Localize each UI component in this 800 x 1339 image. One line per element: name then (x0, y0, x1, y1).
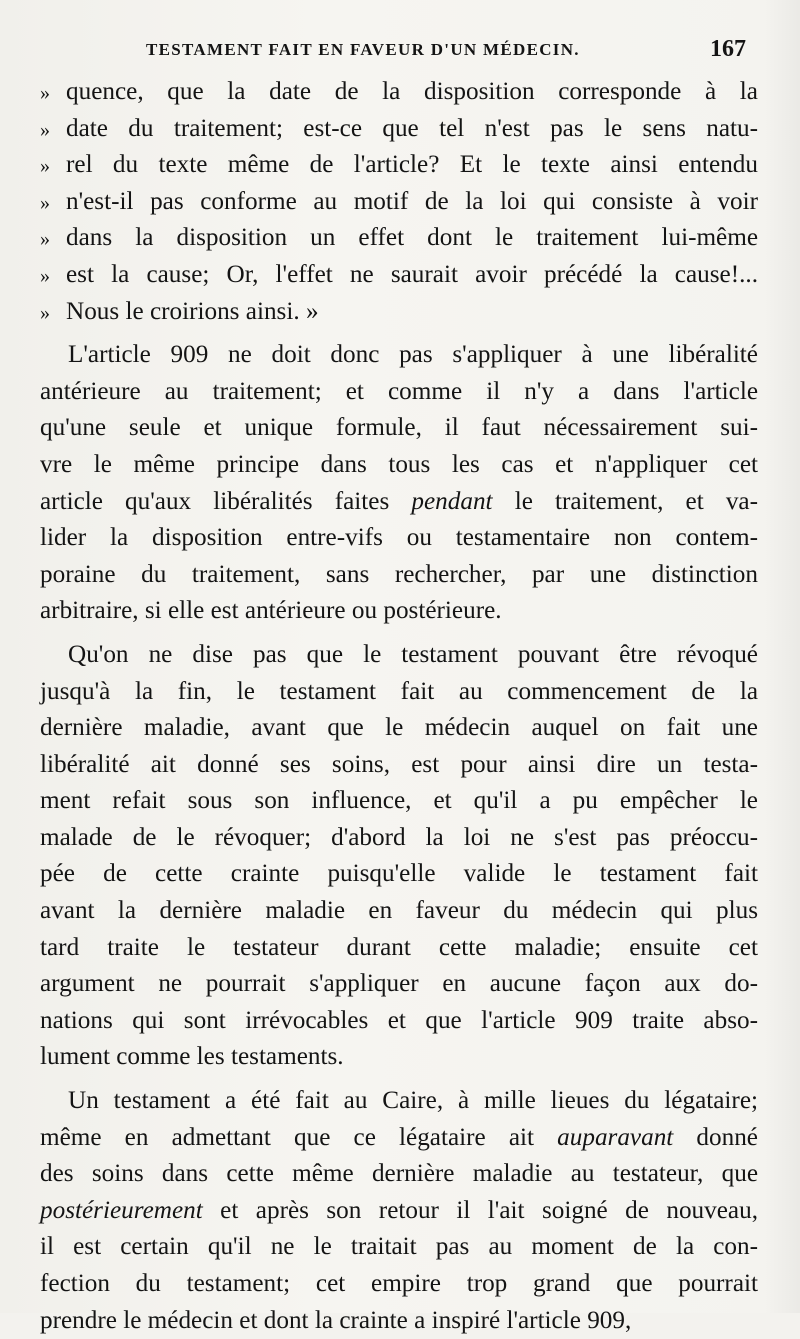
text-line (40, 1229, 758, 1266)
line-text: dans la disposition un effet dont le traitement lui-même (66, 224, 758, 252)
text-line (40, 1303, 758, 1339)
line-text: malade de le révoquer; d'abord la loi ne s'est pas préoccu- (40, 823, 758, 851)
text-line (40, 966, 758, 1003)
paragraph (40, 337, 758, 630)
line-text: vre le même principe dans tous les cas et n'appliquer cet (40, 450, 758, 478)
paragraph-gap (40, 630, 758, 637)
line-text: il est certain qu'il ne le traitait pas au moment de la con- (40, 1233, 758, 1261)
text-line (40, 147, 758, 184)
text-line (40, 1083, 758, 1120)
line-text: fection du testament; cet empire trop grand que pourrait (40, 1270, 758, 1297)
text-line (40, 747, 758, 784)
text-line (40, 374, 758, 411)
line-text: L'article 909 ne doit donc pas s'appliquer à une libéralité (68, 341, 758, 369)
text-line (40, 783, 758, 820)
line-text: arbitraire, si elle est antérieure ou postérieure. (40, 597, 502, 625)
text-line (40, 557, 758, 594)
line-text: est la cause; Or, l'effet ne saurait avoir précédé la cause!... (66, 260, 758, 288)
line-text: Qu'on ne dise pas que le testament pouvant être révoqué (68, 640, 758, 668)
line-text: Nous le croirions ainsi. » (66, 297, 319, 325)
line-text: argument ne pourrait s'appliquer en aucune façon aux do- (40, 970, 758, 998)
line-text: Un testament a été fait au Caire, à mille lieues du légataire; (68, 1087, 758, 1115)
line-text: des soins dans cette même dernière maladie au testateur, que (40, 1160, 758, 1188)
text-line (40, 1003, 758, 1040)
text-line (40, 220, 758, 257)
line-text: rel du texte même de l'article? Et le texte ainsi entendu (66, 151, 758, 179)
line-text: même en admettant que ce légataire ait auparavant donné (40, 1123, 758, 1151)
line-text: poraine du traitement, sans rechercher, par une distinction (40, 560, 758, 588)
line-text: lider la disposition entre-vifs ou testamentaire non contem- (40, 524, 758, 552)
text-line (40, 484, 758, 521)
text-line (40, 184, 758, 221)
text-line (40, 1193, 758, 1230)
text-line (40, 294, 758, 331)
line-text: prendre le médecin et dont la crainte a inspiré l'article 909, (40, 1306, 632, 1334)
text-line (40, 111, 758, 148)
line-text: quence, que la date de la disposition corresponde à la (66, 78, 758, 105)
page-edge-shadow (764, 0, 800, 1313)
paragraph-gap (40, 330, 758, 337)
text-line (40, 856, 758, 893)
paragraph (40, 74, 758, 330)
line-text: postérieurement et après son retour il l'ait soigné de nouveau, (40, 1196, 758, 1224)
line-text: qu'une seule et unique formule, il faut nécessairement sui- (40, 414, 758, 442)
line-text: ment refait sous son influence, et qu'il a pu empêcher le (40, 787, 758, 815)
paragraph (40, 637, 758, 1076)
running-head (146, 36, 746, 66)
line-text: pée de cette crainte puisqu'elle valide le testament fait (40, 860, 758, 888)
text-line (40, 257, 758, 294)
text-line (40, 930, 758, 967)
text-line (40, 520, 758, 557)
line-text: jusqu'à la fin, le testament fait au commencement de la (40, 677, 758, 705)
text-line (40, 410, 758, 447)
line-text: article qu'aux libéralités faites pendant le traitement, et va- (40, 487, 759, 515)
line-text: n'est-il pas conforme au motif de la loi qui consiste à voir (66, 187, 758, 215)
line-text: libéralité ait donné ses soins, est pour ainsi dire un testa- (40, 750, 758, 778)
line-text: avant la dernière maladie en faveur du médecin qui plus (40, 897, 758, 925)
text-line (40, 820, 758, 857)
body-text (40, 74, 758, 1339)
text-line (40, 1266, 758, 1303)
quote-mark: » (40, 155, 50, 178)
text-line (40, 1039, 758, 1076)
line-text: date du traitement; est-ce que tel n'est pas le sens natu- (66, 114, 758, 142)
quote-mark: » (40, 118, 50, 141)
quote-mark: » (40, 301, 50, 324)
line-text: dernière maladie, avant que le médecin auquel on fait une (40, 714, 758, 742)
text-line (40, 447, 758, 484)
paragraph (40, 1083, 758, 1339)
line-text: tard traite le testateur durant cette maladie; ensuite cet (40, 933, 758, 961)
text-line (40, 337, 758, 374)
line-text: nations qui sont irrévocables et que l'article 909 traite abso- (40, 1006, 758, 1034)
text-line (40, 893, 758, 930)
text-line (40, 674, 758, 711)
text-line (40, 1156, 758, 1193)
text-line (40, 1120, 758, 1157)
quote-mark: » (40, 191, 50, 214)
text-line (40, 593, 758, 630)
text-line (40, 637, 758, 674)
line-text: antérieure au traitement; et comme il n'y a dans l'article (40, 377, 758, 405)
text-line (40, 74, 758, 111)
quote-mark: » (40, 228, 50, 251)
line-text: lument comme les testaments. (40, 1043, 344, 1071)
quote-mark: » (40, 264, 50, 287)
paragraph-gap (40, 1076, 758, 1083)
text-line (40, 710, 758, 747)
running-title: TESTAMENT FAIT EN FAVEUR D'UN MÉDECIN. (146, 40, 580, 59)
quote-mark: » (40, 82, 50, 104)
page-number: 167 (710, 36, 746, 62)
